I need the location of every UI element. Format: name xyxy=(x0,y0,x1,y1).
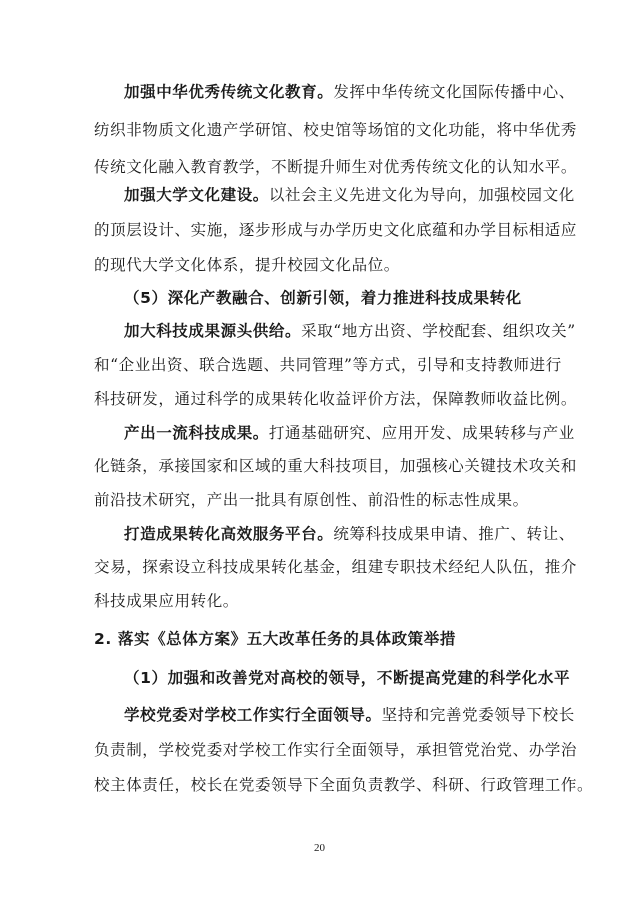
line-text: 采取“地方出资、学校配套、组织攻关” xyxy=(301,322,576,340)
bold-lead: 产出一流科技成果。 xyxy=(124,424,269,442)
section-heading-2 xyxy=(94,629,456,649)
paragraph-1-line-3 xyxy=(94,157,577,177)
paragraph-6-line-3 xyxy=(94,775,593,795)
paragraph-4-line-3 xyxy=(94,490,529,510)
paragraph-2-line-1 xyxy=(124,185,575,205)
heading-text: 2. 落实《总体方案》五大改革任务的具体政策举措 xyxy=(94,630,456,648)
line-text: 以社会主义先进文化为导向，加强校园文化 xyxy=(268,186,575,204)
heading-text: （1）加强和改善党对高校的领导，不断提高党建的科学化水平 xyxy=(124,669,571,687)
bold-lead: 学校党委对学校工作实行全面领导。 xyxy=(124,706,382,724)
bold-lead: 加大科技成果源头供给。 xyxy=(124,322,302,340)
line-text: 化链条，承接国家和区域的重大科技项目，加强核心关键技术攻关和 xyxy=(94,457,578,475)
line-text: 传统文化融入教育教学，不断提升师生对优秀传统文化的认知水平。 xyxy=(94,158,578,176)
line-text: 发挥中华传统文化国际传播中心、 xyxy=(333,83,575,101)
paragraph-2-line-2 xyxy=(94,220,577,240)
section-heading-1 xyxy=(124,668,570,688)
bold-lead: 加强大学文化建设。 xyxy=(124,186,269,204)
paragraph-1-line-1 xyxy=(124,82,575,102)
line-text: 交易，探索设立科技成果转化基金，组建专职技术经纪人队伍，推介 xyxy=(94,558,578,576)
paragraph-3-line-2 xyxy=(94,355,562,375)
paragraph-4-line-2 xyxy=(94,456,577,476)
line-text: 科技成果应用转化。 xyxy=(94,592,239,610)
paragraph-4-line-1 xyxy=(124,423,575,443)
line-text: 的顶层设计、实施，逐步形成与办学历史文化底蕴和办学目标相适应 xyxy=(94,221,578,239)
line-text: 负责制，学校党委对学校工作实行全面领导，承担管党治党、办学治 xyxy=(94,741,578,759)
bold-lead: 打造成果转化高效服务平台。 xyxy=(124,525,334,543)
line-text: 纺织非物质文化遗产学研馆、校史馆等场馆的文化功能，将中华优秀 xyxy=(94,121,578,139)
line-text: 统筹科技成果申请、推广、转让、 xyxy=(333,525,575,543)
section-heading-5 xyxy=(124,288,522,308)
line-text: 打通基础研究、应用开发、成果转移与产业 xyxy=(268,424,575,442)
paragraph-5-line-3 xyxy=(94,591,239,611)
paragraph-6-line-1 xyxy=(124,705,575,725)
bold-lead: 加强中华优秀传统文化教育。 xyxy=(124,83,334,101)
line-text: 前沿技术研究，产出一批具有原创性、前沿性的标志性成果。 xyxy=(94,491,529,509)
line-text: 的现代大学文化体系，提升校园文化品位。 xyxy=(94,256,400,274)
paragraph-5-line-2 xyxy=(94,557,577,577)
line-text: 科技研发，通过科学的成果转化收益评价方法，保障教师收益比例。 xyxy=(94,390,578,408)
paragraph-2-line-3 xyxy=(94,255,400,275)
paragraph-6-line-2 xyxy=(94,740,577,760)
heading-text: （5）深化产教融合、创新引领，着力推进科技成果转化 xyxy=(124,289,522,307)
paragraph-5-line-1 xyxy=(124,524,575,544)
page-number: 20 xyxy=(314,842,325,854)
line-text: 坚持和完善党委领导下校长 xyxy=(381,706,575,724)
paragraph-3-line-1 xyxy=(124,321,576,341)
line-text: 校主体责任，校长在党委领导下全面负责教学、科研、行政管理工作。 xyxy=(94,776,594,794)
paragraph-3-line-3 xyxy=(94,389,577,409)
paragraph-1-line-2 xyxy=(94,120,577,140)
line-text: 和“企业出资、联合选题、共同管理”等方式，引导和支持教师进行 xyxy=(94,356,562,374)
